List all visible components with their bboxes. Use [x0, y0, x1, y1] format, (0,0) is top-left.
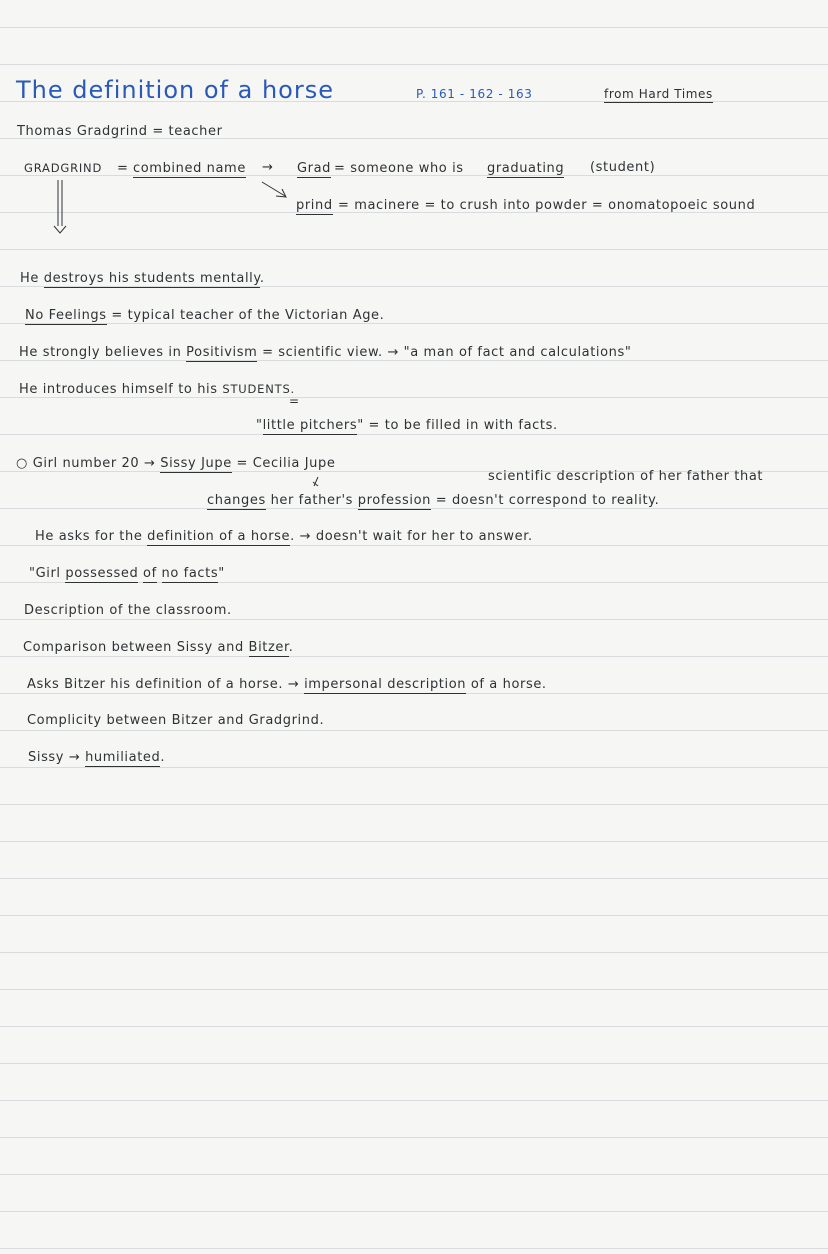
note-scientific: scientific description of her father that	[488, 469, 764, 484]
note-prind: prind	[296, 198, 333, 213]
note-changes: changes her father's profession = doesn't correspond to reality.	[207, 493, 660, 508]
note-comparison: Comparison between Sissy and Bitzer.	[23, 640, 294, 655]
note-pitchers: "little pitchers" = to be filled in with facts.	[256, 418, 558, 433]
note-asks-definition: He asks for the definition of a horse. → doesn't wait for her to answer.	[35, 529, 533, 544]
note-grad-def: = someone who is	[334, 161, 464, 176]
note-destroys: He destroys his students mentally.	[20, 271, 265, 286]
note-no-feelings: No Feelings = typical teacher of the Victorian Age.	[25, 308, 385, 323]
note-student: (student)	[590, 160, 656, 175]
source-reference: from Hard Times	[604, 87, 713, 101]
note-prind-def: = macinere = to crush into powder = onomatopoeic sound	[338, 198, 756, 213]
small-arrow-icon	[313, 477, 318, 486]
arrow-right-icon: →	[262, 160, 274, 175]
page-title: The definition of a horse	[16, 76, 334, 104]
bullet-icon: ○	[16, 456, 28, 471]
note-positivism: He strongly believes in Positivism = scientific view. → "a man of fact and calculations"	[19, 345, 632, 360]
note-classroom: Description of the classroom.	[24, 603, 232, 618]
note-grad: Grad	[297, 161, 332, 176]
note-graduating: graduating	[487, 161, 565, 176]
note-gradgrind: GRADGRIND	[24, 161, 103, 175]
note-complicity: Complicity between Bitzer and Gradgrind.	[27, 713, 325, 728]
note-combined-name: combined name	[133, 161, 246, 176]
note-girl-number: ○ Girl number 20 → Sissy Jupe = Cecilia Jupe	[16, 456, 336, 471]
note-teacher: Thomas Gradgrind = teacher	[17, 124, 223, 139]
note-bitzer-definition: Asks Bitzer his definition of a horse. → impersonal description of a horse.	[27, 677, 547, 692]
note-introduces: He introduces himself to his STUDENTS.	[19, 382, 296, 397]
note-eq1: =	[117, 161, 129, 176]
note-girl-facts: "Girl possessed of no facts"	[29, 566, 225, 581]
page-references: P. 161 - 162 - 163	[416, 87, 533, 101]
note-sissy: Sissy → humiliated.	[28, 750, 166, 765]
note-eq2: =	[289, 394, 300, 408]
